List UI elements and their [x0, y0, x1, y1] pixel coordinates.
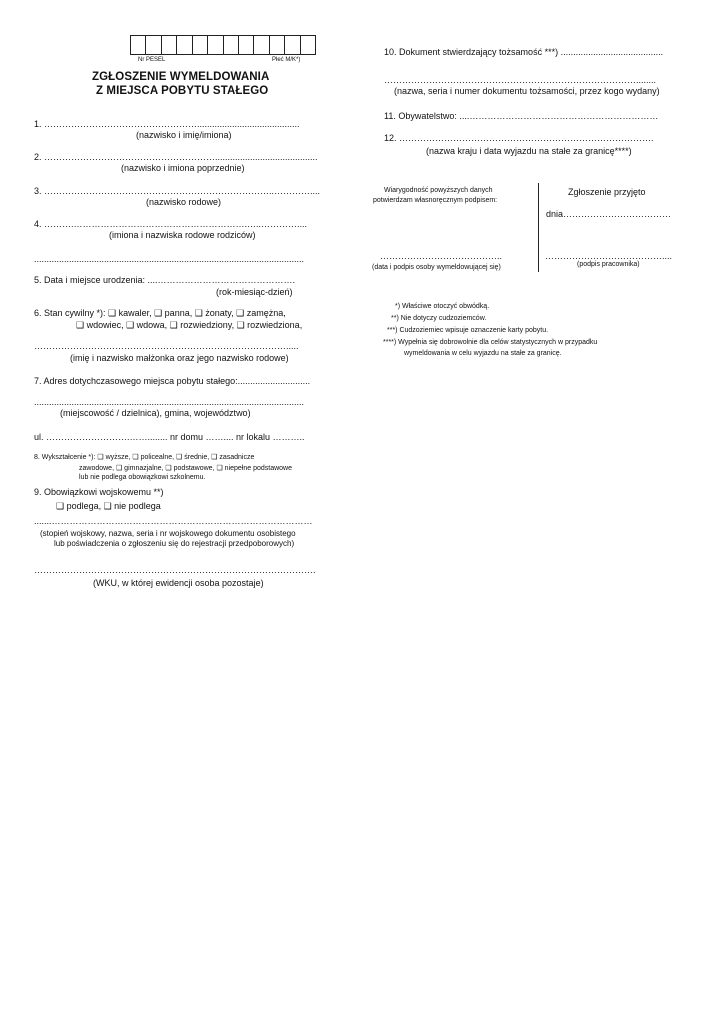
military-line[interactable]: .......…………………………………………………………………………… — [34, 516, 313, 526]
signature-line-right[interactable]: ………………………………….... — [545, 251, 673, 261]
field-10-dots[interactable]: …………………………………………………………………………........ — [384, 75, 657, 85]
sex-label: Płeć M/K*) — [272, 57, 301, 63]
confirm-text-2: potwierdzam własnoręcznym podpisem: — [373, 197, 498, 204]
street-line[interactable]: ul. ……………………….……........ nr domu …….... nr lokalu ……….. — [34, 432, 305, 442]
signature-caption-right: (podpis pracownika) — [577, 261, 640, 268]
field-2-caption: (nazwisko i imiona poprzednie) — [121, 163, 245, 173]
accepted-date-line[interactable]: dnia……………………………… — [546, 209, 672, 219]
footnote-4a: ****) Wypełnia się dobrowolnie dla celów statystycznych w przypadku — [383, 339, 598, 346]
field-3-caption: (nazwisko rodowe) — [146, 197, 222, 207]
pesel-cell[interactable] — [208, 36, 223, 54]
pesel-cell[interactable] — [239, 36, 254, 54]
form-title-line2: Z MIEJSCA POBYTU STAŁEGO — [96, 85, 269, 97]
footnote-4b: wymeldowania w celu wyjazdu na stałe za granicę. — [404, 350, 562, 357]
pesel-cell[interactable] — [270, 36, 285, 54]
field-10-caption: (nazwa, seria i numer dokumentu tożsamości, przez kogo wydany) — [394, 86, 660, 96]
pesel-cell[interactable] — [193, 36, 208, 54]
field-9-options[interactable]: ❑ podlega, ❑ nie podlega — [56, 501, 161, 511]
pesel-cell[interactable] — [254, 36, 269, 54]
pesel-label: Nr PESEL — [138, 57, 166, 63]
pesel-cell[interactable] — [131, 36, 146, 54]
field-4-extra-line[interactable]: ............................................................................................................ — [34, 254, 305, 264]
footnote-1: *) Właściwe otoczyć obwódką. — [395, 303, 490, 310]
field-12-caption: (nazwa kraju i data wyjazdu na stałe za granicę****) — [426, 146, 632, 156]
field-5-caption: (rok-miesiąc-dzień) — [216, 287, 293, 297]
footnote-3: ***) Cudzoziemiec wpisuje oznaczenie karty pobytu. — [387, 327, 549, 334]
field-4-caption: (imiona i nazwiska rodowe rodziców) — [109, 230, 256, 240]
wku-caption: (WKU, w której ewidencji osoba pozostaje) — [93, 578, 264, 588]
spouse-line[interactable]: …………………………………………………………………………..... — [34, 341, 299, 351]
field-7-line[interactable]: 7. Adres dotychczasowego miejsca pobytu stałego:............................. — [34, 376, 311, 386]
field-6-line1[interactable]: 6. Stan cywilny *): ❑ kawaler, ❑ panna, ❑ żonaty, ❑ zamężna, — [34, 308, 286, 318]
field-8-line2[interactable]: zawodowe, ❑ gimnazjalne, ❑ podstawowe, ❑ niepełne podstawowe — [79, 465, 293, 472]
field-8-line1[interactable]: 8. Wykształcenie *): ❑ wyższe, ❑ policealne, ❑ średnie, ❑ zasadnicze — [34, 454, 255, 461]
field-5-line[interactable]: 5. Data i miejsce urodzenia: ....………………………………………. — [34, 275, 296, 285]
field-8-line3: lub nie podlega obowiązkowi szkolnemu. — [79, 474, 206, 481]
signature-line-left[interactable]: ………………………………….. — [380, 251, 503, 261]
pesel-cell[interactable] — [285, 36, 300, 54]
pesel-cell[interactable] — [146, 36, 161, 54]
pesel-cell[interactable] — [177, 36, 192, 54]
address-caption: (miejscowość / dzielnica), gmina, województwo) — [60, 408, 251, 418]
field-9-line: 9. Obowiązkowi wojskowemu **) — [34, 487, 164, 497]
spouse-caption: (imię i nazwisko małżonka oraz jego nazwisko rodowe) — [70, 353, 289, 363]
accepted-title: Zgłoszenie przyjęto — [568, 187, 646, 197]
footnote-2: **) Nie dotyczy cudzoziemców. — [391, 315, 487, 322]
field-1-caption: (nazwisko i imię/imiona) — [136, 130, 232, 140]
field-10-line[interactable]: 10. Dokument stwierdzający tożsamość ***) ......................................... — [384, 47, 664, 57]
field-4-line[interactable]: 4. ……….………………………………………………….…..………….... — [34, 219, 308, 229]
field-12-line[interactable]: 12. …………………………………………………………………………. — [384, 133, 654, 143]
field-3-line[interactable]: 3. …………………………………………………………………..………….... — [34, 186, 321, 196]
confirm-text-1: Wiarygodność powyższych danych — [384, 187, 493, 194]
pesel-grid[interactable] — [130, 35, 316, 55]
field-1-line[interactable]: 1. ……………………………………………......................................... — [34, 119, 300, 129]
address-line[interactable]: ............................................................................................................ — [34, 397, 305, 407]
form-title-line1: ZGŁOSZENIE WYMELDOWANIA — [92, 71, 270, 83]
wku-line[interactable]: …………………………………………………………………………………. — [34, 565, 316, 575]
pesel-cell[interactable] — [224, 36, 239, 54]
sex-cell[interactable] — [301, 36, 315, 54]
field-2-line[interactable]: 2. …………………………………………………......................................... — [34, 152, 318, 162]
pesel-cell[interactable] — [162, 36, 177, 54]
field-11-line[interactable]: 11. Obywatelstwo: ....……………………………………………………… — [384, 111, 659, 121]
signature-divider — [538, 183, 539, 272]
military-caption-2: lub poświadczenia o zgłoszeniu się do rejestracji przedpoborowych) — [54, 539, 295, 548]
field-6-line2[interactable]: ❑ wdowiec, ❑ wdowa, ❑ rozwiedziony, ❑ rozwiedziona, — [76, 320, 303, 330]
signature-caption-left: (data i podpis osoby wymeldowującej się) — [372, 264, 501, 271]
military-caption-1: (stopień wojskowy, nazwa, seria i nr wojskowego dokumentu osobistego — [40, 529, 296, 538]
